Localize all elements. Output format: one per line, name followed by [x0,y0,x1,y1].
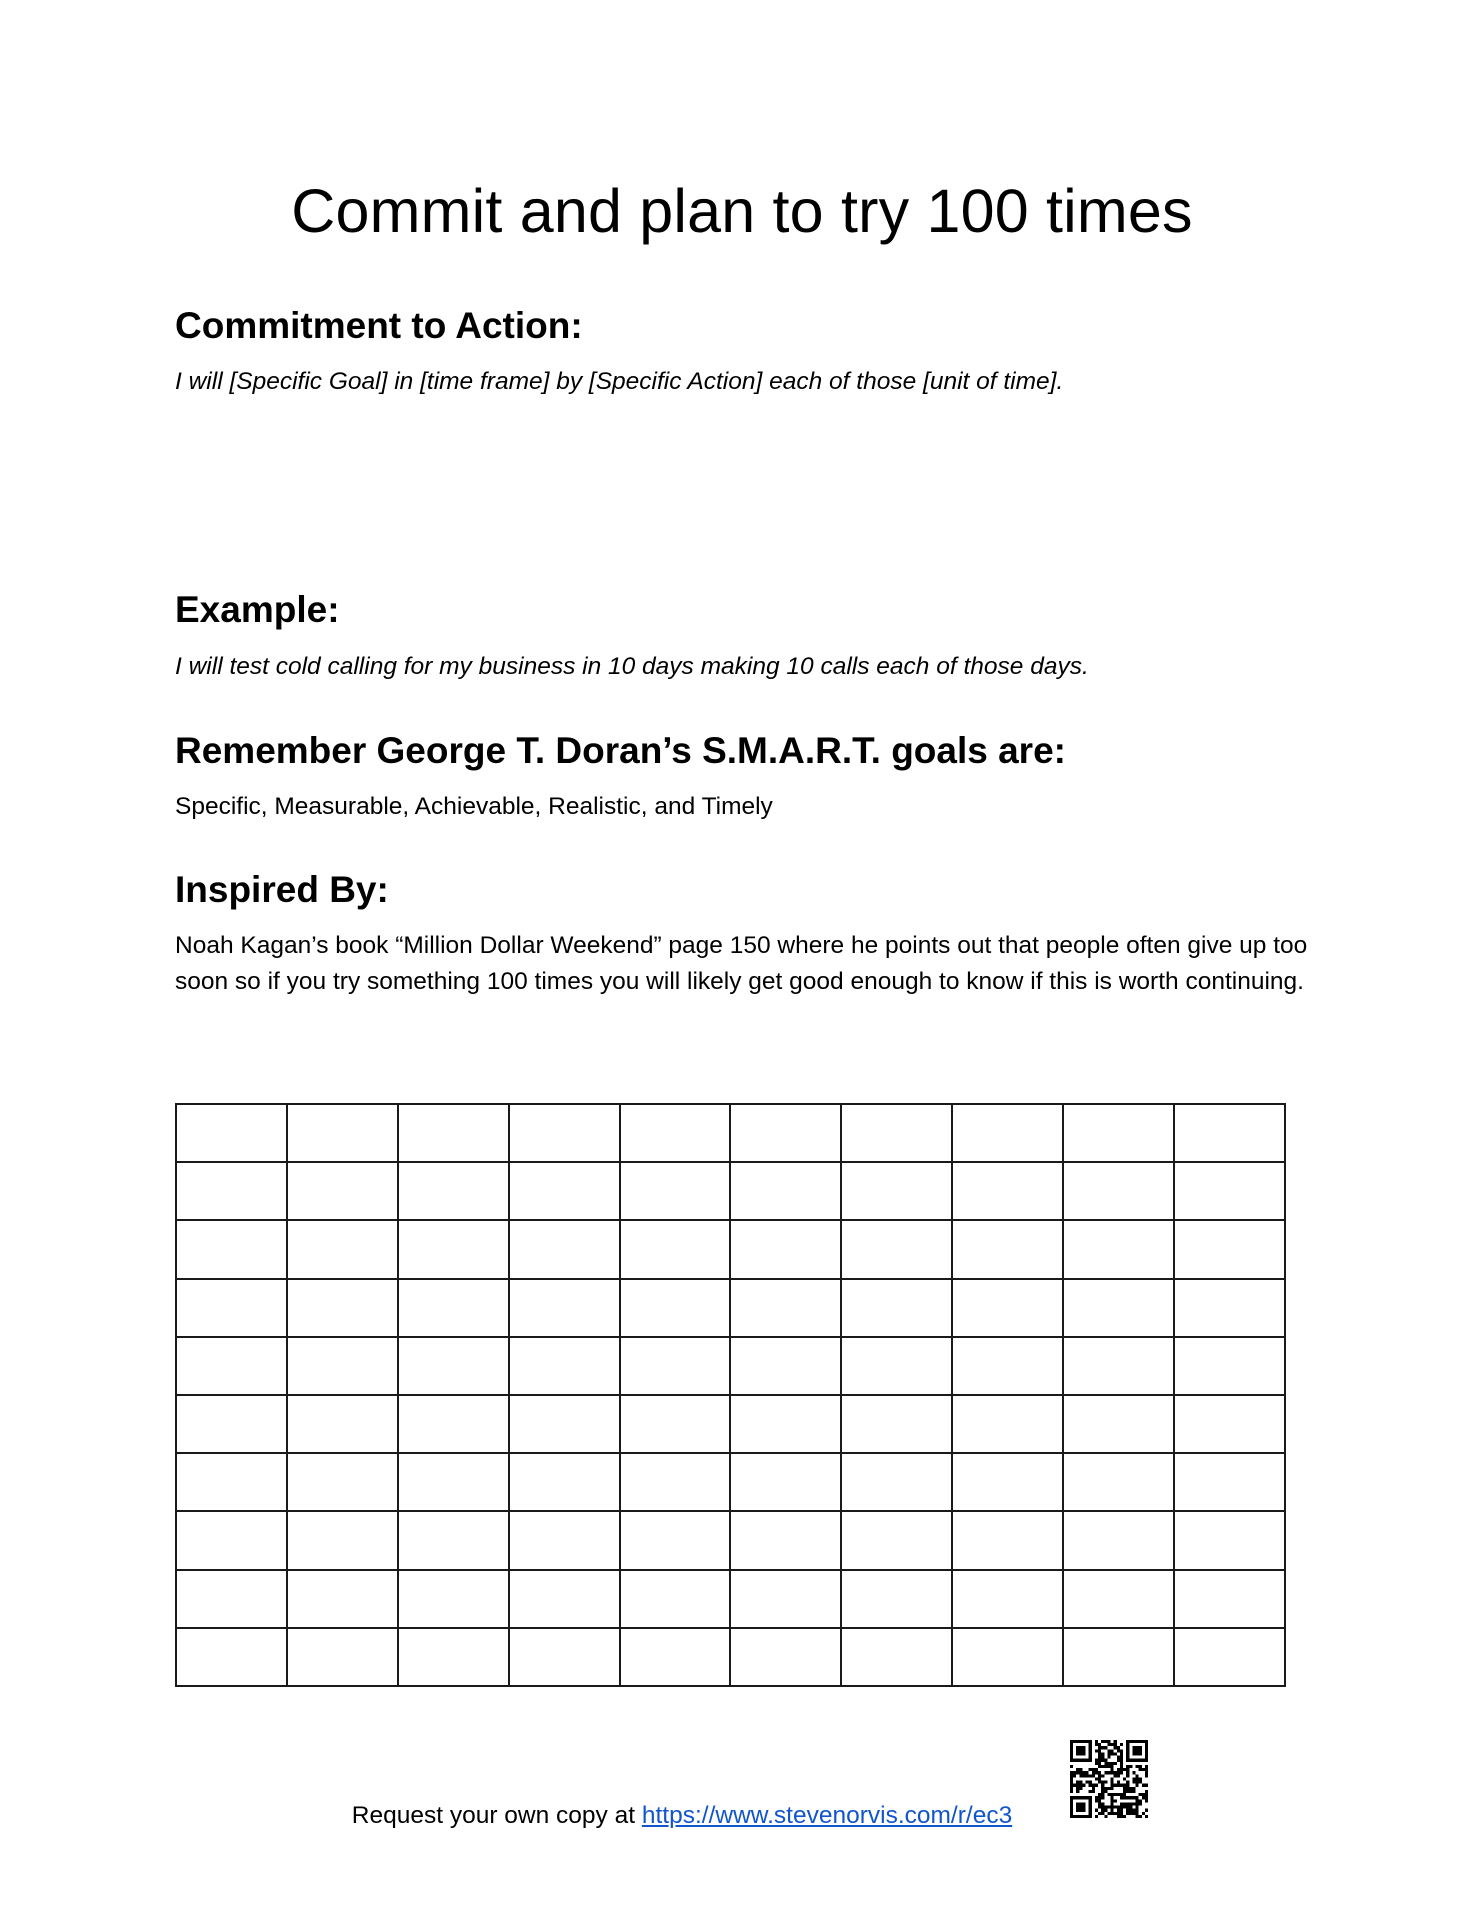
tracker-cell[interactable] [620,1453,731,1511]
tracker-cell[interactable] [1063,1337,1174,1395]
tracker-cell[interactable] [841,1337,952,1395]
smart-goals-heading: Remember George T. Doran’s S.M.A.R.T. goals are: [175,730,1066,771]
tracker-cell[interactable] [1174,1511,1285,1569]
tracker-cell[interactable] [1174,1279,1285,1337]
tracker-cell[interactable] [620,1104,731,1162]
tracker-row [176,1220,1285,1278]
tracker-cell[interactable] [176,1511,287,1569]
tracker-row [176,1511,1285,1569]
tracker-cell[interactable] [176,1570,287,1628]
tracker-row [176,1395,1285,1453]
inspired-by-text: Noah Kagan’s book “Million Dollar Weekend” page 150 where he points out that people often give up too soon so if you try something 100 times you will likely get good enough to know if this is worth continuing. [175,932,1308,995]
tracker-cell[interactable] [1174,1628,1285,1686]
tracker-cell[interactable] [952,1162,1063,1220]
tracker-cell[interactable] [620,1162,731,1220]
footer-prefix: Request your own copy at [351,1802,642,1829]
tracker-cell[interactable] [398,1453,509,1511]
tracker-row [176,1162,1285,1220]
tracker-cell[interactable] [1063,1104,1174,1162]
tracker-cell[interactable] [730,1162,841,1220]
tracker-cell[interactable] [952,1511,1063,1569]
tracker-cell[interactable] [730,1628,841,1686]
tracker-cell[interactable] [287,1395,398,1453]
tracker-cell[interactable] [730,1337,841,1395]
tracker-cell[interactable] [1174,1220,1285,1278]
tracker-cell[interactable] [509,1279,620,1337]
tracker-row [176,1104,1285,1162]
tracker-row [176,1453,1285,1511]
tracker-cell[interactable] [841,1453,952,1511]
tracker-cell[interactable] [620,1279,731,1337]
smart-goals-text: Specific, Measurable, Achievable, Realistic, and Timely [175,793,773,820]
tracker-cell[interactable] [287,1337,398,1395]
tracker-cell[interactable] [398,1395,509,1453]
tracker-cell[interactable] [841,1395,952,1453]
tracker-cell[interactable] [287,1279,398,1337]
tracker-cell[interactable] [841,1104,952,1162]
tracker-cell[interactable] [176,1104,287,1162]
tracker-cell[interactable] [730,1279,841,1337]
tracker-cell[interactable] [841,1279,952,1337]
tracker-cell[interactable] [287,1104,398,1162]
tracker-cell[interactable] [398,1511,509,1569]
tracker-cell[interactable] [952,1395,1063,1453]
tracker-cell[interactable] [176,1628,287,1686]
tracker-cell[interactable] [287,1628,398,1686]
tracker-cell[interactable] [176,1337,287,1395]
tracker-cell[interactable] [952,1628,1063,1686]
tracker-cell[interactable] [952,1570,1063,1628]
tracker-cell[interactable] [620,1337,731,1395]
tracker-cell[interactable] [1063,1453,1174,1511]
tracker-cell[interactable] [952,1279,1063,1337]
tracker-cell[interactable] [398,1337,509,1395]
tracker-cell[interactable] [620,1511,731,1569]
footer [0,1800,1484,1832]
tracker-cell[interactable] [287,1162,398,1220]
tracker-cell[interactable] [1174,1162,1285,1220]
tracker-cell[interactable] [176,1395,287,1453]
tracker-cell[interactable] [730,1395,841,1453]
tracker-row [176,1279,1285,1337]
tracker-cell[interactable] [1063,1162,1174,1220]
tracker-cell[interactable] [1063,1511,1174,1569]
tracker-cell[interactable] [952,1337,1063,1395]
tracker-cell[interactable] [398,1628,509,1686]
tracker-cell[interactable] [509,1337,620,1395]
tracker-cell[interactable] [509,1453,620,1511]
tracker-cell[interactable] [398,1104,509,1162]
qr-code-icon [1070,1740,1148,1818]
tracker-cell[interactable] [509,1395,620,1453]
tracker-cell[interactable] [841,1511,952,1569]
tracker-cell[interactable] [952,1104,1063,1162]
tracker-cell[interactable] [1174,1104,1285,1162]
example-text: I will test cold calling for my business in 10 days making 10 calls each of those days. [175,653,1089,680]
tracker-cell[interactable] [176,1453,287,1511]
tracker-cell[interactable] [509,1162,620,1220]
tracker-cell[interactable] [176,1220,287,1278]
tracker-cell[interactable] [730,1453,841,1511]
tracker-cell[interactable] [176,1162,287,1220]
tracker-cell[interactable] [620,1220,731,1278]
tracker-cell[interactable] [841,1220,952,1278]
copy-request-link[interactable]: https://www.stevenorvis.com/r/ec3 [641,1802,1013,1829]
tracker-cell[interactable] [730,1104,841,1162]
tracker-cell[interactable] [730,1511,841,1569]
tracker-cell[interactable] [287,1220,398,1278]
tracker-cell[interactable] [730,1570,841,1628]
tracker-row [176,1628,1285,1686]
commitment-template-text: I will [Specific Goal] in [time frame] by [Specific Action] each of those [unit of time]. [175,368,1064,395]
example-heading: Example: [175,589,340,630]
tracker-cell[interactable] [287,1511,398,1569]
tracker-cell[interactable] [620,1395,731,1453]
tracker-cell[interactable] [620,1570,731,1628]
tracker-cell[interactable] [398,1220,509,1278]
tracker-cell[interactable] [398,1279,509,1337]
tracker-cell[interactable] [287,1453,398,1511]
tracker-cell[interactable] [952,1453,1063,1511]
tracker-cell[interactable] [509,1220,620,1278]
tracker-cell[interactable] [1063,1628,1174,1686]
tracker-cell[interactable] [841,1570,952,1628]
tracker-row [176,1337,1285,1395]
tracker-cell[interactable] [509,1511,620,1569]
tracker-cell[interactable] [176,1279,287,1337]
tracker-cell[interactable] [952,1220,1063,1278]
inspired-by-heading: Inspired By: [175,869,389,910]
tracker-grid [175,1103,1286,1687]
tracker-cell[interactable] [1063,1220,1174,1278]
tracker-cell[interactable] [509,1570,620,1628]
tracker-cell[interactable] [620,1628,731,1686]
page-title: Commit and plan to try 100 times [291,177,1193,245]
tracker-cell[interactable] [1174,1395,1285,1453]
tracker-cell[interactable] [841,1162,952,1220]
tracker-row [176,1570,1285,1628]
tracker-cell[interactable] [730,1220,841,1278]
tracker-cell[interactable] [1063,1570,1174,1628]
tracker-cell[interactable] [1063,1279,1174,1337]
tracker-cell[interactable] [509,1104,620,1162]
tracker-cell[interactable] [841,1628,952,1686]
tracker-cell[interactable] [398,1162,509,1220]
commitment-heading: Commitment to Action: [175,305,583,346]
tracker-cell[interactable] [1174,1337,1285,1395]
tracker-cell[interactable] [1174,1453,1285,1511]
tracker-cell[interactable] [287,1570,398,1628]
tracker-cell[interactable] [1063,1395,1174,1453]
tracker-cell[interactable] [509,1628,620,1686]
tracker-cell[interactable] [398,1570,509,1628]
tracker-cell[interactable] [1174,1570,1285,1628]
